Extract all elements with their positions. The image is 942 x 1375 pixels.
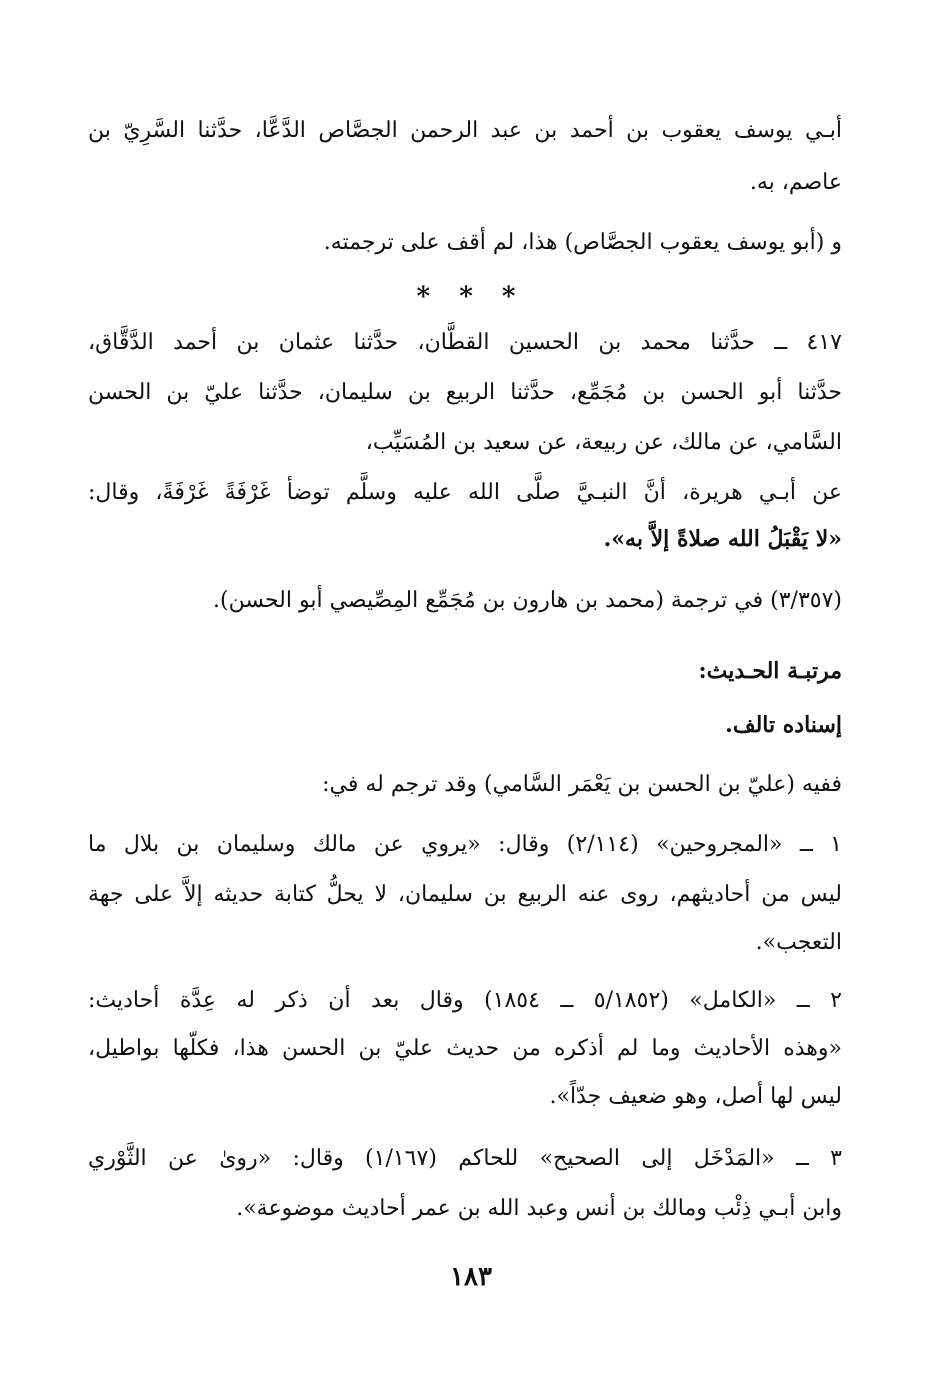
section-divider: * * * (416, 282, 526, 312)
text-line: السَّامي، عن مالك، عن ربيعة، عن سعيد بن المُسَيِّب، (365, 430, 842, 455)
page-number: ١٨٣ (450, 1262, 492, 1292)
text-line: أبـي يوسف يعقوب بن أحمد بن عبد الرحمن الجصَّاص الدَّعَّا، حدَّثنا السَّرِيّ بن (88, 118, 842, 143)
text-line: ليس لها أصل، وهو ضعيف جدّاً». (549, 1084, 842, 1109)
text-line: ليس من أحاديثهم، روى عنه الربيع بن سليمان، لا يحلُّ كتابة حديثه إلاَّ على جهة (88, 882, 842, 907)
text-line: ٢ ــ «الكامل» (٥/١٨٥٢ ــ ١٨٥٤) وقال بعد أن ذكر له عِدَّة أحاديث: (88, 988, 842, 1013)
text-line: عاصم، به. (749, 170, 842, 195)
text-line: ففيه (عليّ بن الحسن بن يَعْمَر السَّامي) وقد ترجم له في: (322, 772, 842, 797)
hadith-number-line: ٤١٧ ــ حدَّثنا محمد بن الحسين القطَّان، حدَّثنا عثمان بن أحمد الدَّقَّاق، (88, 330, 842, 355)
text-line: حدَّثنا أبو الحسن بن مُجَمِّع، حدَّثنا الربيع بن سليمان، حدَّثنا عليّ بن الحسن (88, 380, 842, 405)
text-line: و (أبو يوسف يعقوب الجصَّاص) هذا، لم أقف على ترجمته. (323, 230, 842, 255)
hadith-text: «لا يَقْبَلُ الله صلاةً إلاَّ به». (603, 526, 842, 552)
text-line: عن أبـي هريرة، أنَّ النبـيَّ صلَّى الله عليه وسلَّم توضأ غَرْفَةً غَرْفَةً، وقال: (88, 480, 842, 505)
section-heading: مرتبـة الحـديث: (698, 658, 842, 684)
reference-line: (٣/٣٥٧) في ترجمة (محمد بن هارون بن مُجَمِّع المِصِّيصي أبو الحسن). (213, 588, 842, 613)
text-line: «وهذه الأحاديث وما لم أذكره من حديث عليّ بن الحسن هذا، فكلّها بواطيل، (88, 1036, 842, 1061)
text-line: التعجب». (755, 930, 842, 955)
text-line: ١ ــ «المجروحين» (٢/١١٤) وقال: «يروي عن مالك وسليمان بن بلال ما (88, 832, 842, 857)
text-line: ٣ ــ «المَدْخَل إلى الصحيح» للحاكم (١/١٦٧) وقال: «روىٰ عن الثَّوْري (88, 1146, 842, 1171)
text-line: وابن أبـي ذِئْب ومالك بن أنس وعبد الله بن عمر أحاديث موضوعة». (236, 1196, 842, 1221)
text-line: إسناده تالف. (725, 712, 842, 738)
